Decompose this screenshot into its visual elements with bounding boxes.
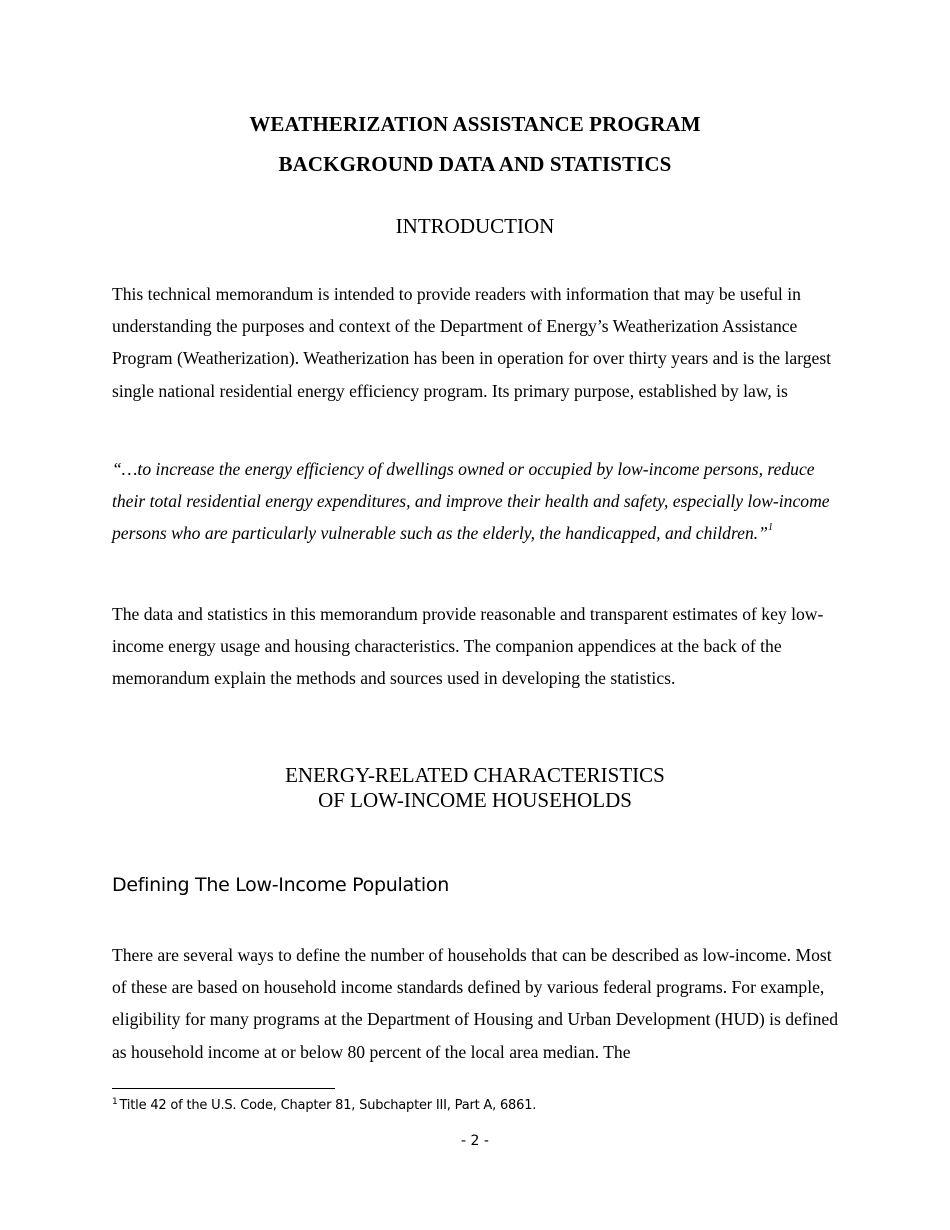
data-paragraph: The data and statistics in this memorandum provide reasonable and transparent estimates of key low-income energy usage and housing characteristics. The companion appendices at the back of the memorandum explain the methods and sources used in developing the statistics. [112, 604, 824, 689]
law-quote-text: “…to increase the energy efficiency of dwellings owned or occupied by low-income persons, reduce their total residential energy expenditures, and improve their health and safety, especially low-income persons who are particularly vulnerable such as the elderly, the handicapped, and children.” [112, 459, 830, 544]
quote-footnote-marker: 1 [767, 522, 773, 534]
footnote-divider [112, 1088, 335, 1089]
energy-heading-line-2: OF LOW-INCOME HOUSEHOLDS [318, 788, 632, 812]
low-income-paragraph: There are several ways to define the number of households that can be described as low-income. Most of these are based on household income standards defined by various federal programs. For example, eligibility for many programs at the Department of Housing and Urban Development (HUD) is defined as household income at or below 80 percent of the local area median. The [112, 945, 839, 1062]
low-income-subheading: Defining The Low-Income Population [112, 874, 449, 896]
footnote [112, 1098, 536, 1113]
document-title-line-1: WEATHERIZATION ASSISTANCE PROGRAM [249, 112, 701, 136]
law-quote [112, 453, 842, 550]
energy-heading-line-1: ENERGY-RELATED CHARACTERISTICS [285, 763, 665, 787]
intro-paragraph: This technical memorandum is intended to provide readers with information that may be useful in understanding the purposes and context of the Department of Energy’s Weatherization Assistance Program (Weatherization). Weatherization has been in operation for over thirty years and is the largest single national residential energy efficiency program. Its primary purpose, established by law, is [112, 284, 832, 401]
footnote-marker: 1 [112, 1097, 118, 1107]
page-number: - 2 - [461, 1133, 489, 1149]
footnote-text: Title 42 of the U.S. Code, Chapter 81, Subchapter III, Part A, 6861. [119, 1098, 537, 1113]
introduction-heading: INTRODUCTION [395, 214, 555, 238]
document-title-line-2: BACKGROUND DATA AND STATISTICS [278, 152, 672, 176]
